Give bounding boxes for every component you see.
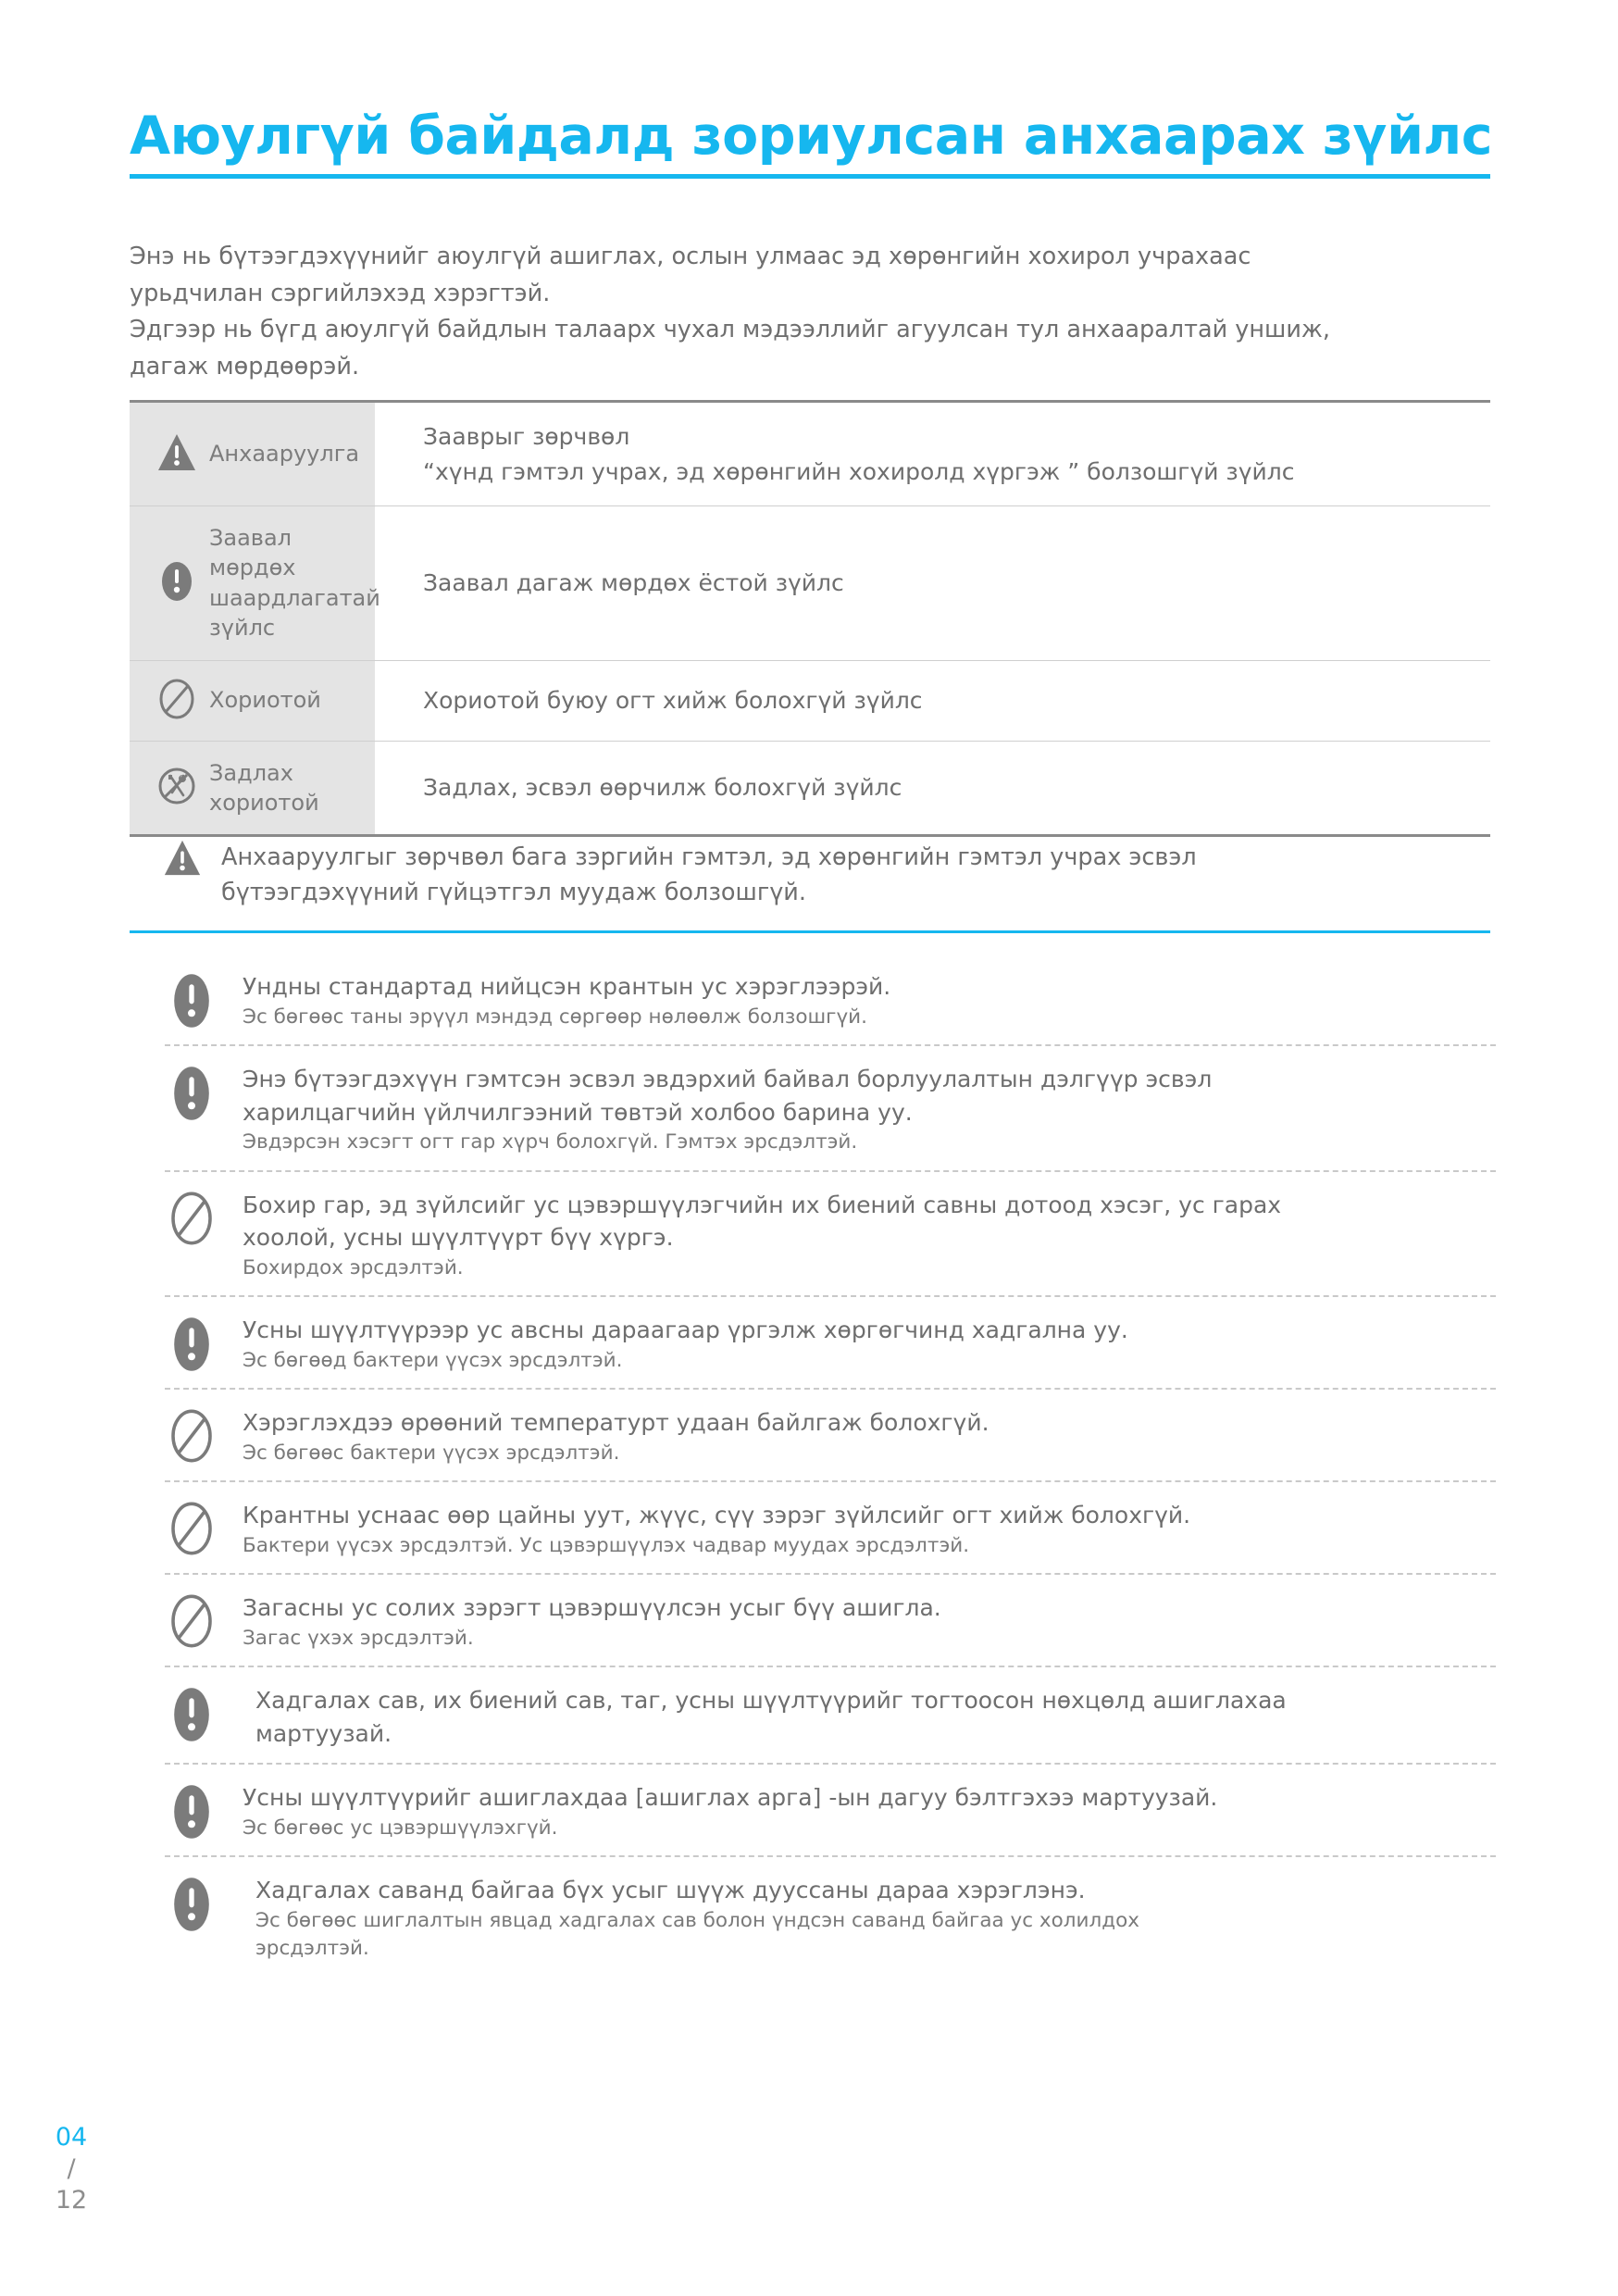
list-item-main-line: харилцагчийн үйлчилгээний төвтэй холбоо барина уу.: [243, 1098, 913, 1126]
list-item-sub-line: Бактери үүсэх эрсдэлтэй. Ус цэвэршүүлэх чадвар муудах эрсдэлтэй.: [243, 1533, 970, 1557]
legend-label-cell: [130, 506, 380, 660]
list-item: [165, 1390, 1496, 1480]
list-item-main-line: хоолой, усны шүүлтүүрт бүү хүргэ.: [243, 1224, 674, 1252]
caution-note: [162, 838, 1495, 911]
mandatory-exclamation-icon: [165, 1061, 218, 1122]
mandatory-exclamation-icon: [165, 1312, 218, 1373]
warning-triangle-icon: [162, 838, 203, 882]
intro-line-3: Эдгээр нь бүгд аюулгүй байдлын талаарх чухал мэдээллийг агуулсан тул анхааралтай уншиж,: [130, 316, 1331, 344]
list-item-sub-line: Эс бөгөөс ус цэвэршүүлэхгүй.: [243, 1816, 558, 1840]
legend-desc-line-1: Зааврыг зөрчвөл: [423, 423, 630, 450]
list-item-text: [243, 1404, 1496, 1467]
list-item-main-line: Бохир гар, эд зүйлсийг ус цэвэршүүлэгчийн их биений савны дотоод хэсэг, ус гарах: [243, 1191, 1282, 1218]
list-item: [165, 1172, 1496, 1296]
intro-line-4: дагаж мөрдөөрэй.: [130, 352, 360, 381]
list-item-main-line: Ундны стандартад нийцсэн крантын ус хэрэглээрэй.: [243, 973, 891, 1000]
list-item-text: [243, 1682, 1496, 1750]
intro-line-2: урьдчилан сэргийлэхэд хэрэгтэй.: [130, 279, 551, 307]
warning-triangle-icon: [156, 431, 198, 478]
prohibition-icon: [165, 1497, 218, 1556]
list-item-text: [243, 1312, 1496, 1375]
caution-text: [221, 838, 1197, 911]
list-item-sub-line: Эс бөгөөд бактери үүсэх эрсдэлтэй.: [243, 1348, 623, 1372]
legend-label-text: Заавал мөрдөх шаардлагатай зүйлс: [209, 525, 380, 642]
list-item-text: [243, 1779, 1496, 1842]
intro-paragraph: [130, 239, 1518, 385]
list-item-sub-line: Эвдэрсэн хэсэгт огт гар хүрч болохгүй. Гэмтэх эрсдэлтэй.: [243, 1130, 858, 1154]
table-row: [130, 661, 1490, 742]
page-title: Аюулгүй байдалд зориулсан анхаарах зүйлс: [130, 106, 1493, 167]
no-disassembly-icon: [156, 765, 198, 811]
caution-line-2: бүтээгдэхүүний гүйцэтгэл муудаж болзошгүй.: [221, 879, 806, 907]
list-item-main-line: Усны шүүлтүүрийг ашиглахдаа [ашиглах арга] -ын дагуу бэлтгэхээ мартуузай.: [243, 1784, 1218, 1812]
legend-label-cell: [130, 742, 375, 835]
section-divider-rule: [130, 930, 1490, 933]
prohibition-icon: [165, 1590, 218, 1649]
list-item-sub-line: Эс бөгөөс бактери үүсэх эрсдэлтэй.: [243, 1441, 620, 1465]
list-item-main-line: Крантны уснаас өөр цайны уут, жүүс, сүү зэрэг зүйлсийг огт хийж болохгүй.: [243, 1502, 1191, 1529]
mandatory-exclamation-icon: [165, 1872, 218, 1933]
list-item-text: [243, 1497, 1496, 1560]
mandatory-exclamation-icon: [165, 1779, 218, 1841]
list-item-main-line: Усны шүүлтүүрээр ус авсны дараагаар үргэлж хөргөгчинд хадгална уу.: [243, 1316, 1128, 1344]
list-item-main-line: Хадгалах саванд байгаа бүх усыг шүүж дууссаны дараа хэрэглэнэ.: [255, 1877, 1086, 1904]
legend-label-text: Задлах хориотой: [209, 759, 319, 816]
list-item-sub-line: Загас үхэх эрсдэлтэй.: [243, 1626, 474, 1650]
mandatory-exclamation-icon: [165, 968, 218, 1029]
list-item-sub-line: Эс бөгөөс шиглалтын явцад хадгалах сав болон үндсэн саванд байгаа ус холилдох: [255, 1908, 1139, 1932]
legend-label-text: Хориотой: [209, 687, 321, 714]
page-header: [130, 106, 1493, 179]
prohibition-icon: [165, 1187, 218, 1246]
instruction-list: [165, 954, 1496, 1977]
list-item-main-line: Хадгалах сав, их биений сав, таг, усны шүүлтүүрийг тогтоосон нөхцөлд ашиглахаа: [255, 1687, 1287, 1715]
list-item-main-line: Хэрэглэхдээ өрөөний температурт удаан байлгаж болохгүй.: [243, 1409, 989, 1437]
legend-label-cell: [130, 661, 375, 741]
legend-desc-line-1: Задлах, эсвэл өөрчилж болохгүй зүйлс: [423, 774, 902, 802]
caution-line-1: Анхааруулгыг зөрчвөл бага зэргийн гэмтэл, эд хөрөнгийн гэмтэл учрах эсвэл: [221, 843, 1197, 871]
list-item-sub-line: Эс бөгөөс таны эрүүл мэндэд сөргөөр нөлөөлж болзошгүй.: [243, 1004, 867, 1029]
list-item-main-line: Энэ бүтээгдэхүүн гэмтсэн эсвэл эвдэрхий байвал борлуулалтын дэлгүүр эсвэл: [243, 1066, 1213, 1093]
table-row: [130, 403, 1490, 506]
legend-desc-line-1: Заавал дагаж мөрдөх ёстой зүйлс: [423, 569, 844, 597]
list-item: [165, 1482, 1496, 1573]
list-item: [165, 1765, 1496, 1855]
list-item: [165, 1046, 1496, 1170]
list-item: [165, 954, 1496, 1044]
page-separator: /: [67, 2153, 76, 2183]
legend-description-cell: [375, 661, 1490, 741]
prohibition-icon: [165, 1404, 218, 1464]
list-item-text: [243, 1187, 1496, 1283]
list-item-text: [243, 968, 1496, 1031]
table-row: [130, 742, 1490, 835]
list-item: [165, 1575, 1496, 1666]
table-row: [130, 506, 1490, 661]
legend-description-cell: [375, 403, 1490, 505]
page-number: [30, 2122, 113, 2215]
list-item-main-line: Загасны ус солих зэрэгт цэвэршүүлсэн усыг бүү ашигла.: [243, 1594, 941, 1622]
intro-line-1: Энэ нь бүтээгдэхүүнийг аюулгүй ашиглах, ослын улмаас эд хөрөнгийн хохирол учрахаас: [130, 243, 1251, 270]
total-page-number: 12: [55, 2185, 88, 2215]
list-item-sub-line: Бохирдох эрсдэлтэй.: [243, 1255, 464, 1279]
symbol-legend-table: [130, 400, 1490, 837]
mandatory-exclamation-icon: [165, 1682, 218, 1743]
list-item-text: [243, 1061, 1496, 1157]
legend-label-text: Анхааруулга: [209, 441, 360, 468]
legend-label-cell: [130, 403, 375, 505]
list-item: [165, 1297, 1496, 1388]
title-underline-rule: [130, 174, 1490, 179]
prohibition-icon: [156, 678, 198, 724]
legend-description-cell: [375, 506, 1490, 660]
list-item: [165, 1667, 1496, 1763]
current-page-number: 04: [55, 2123, 88, 2152]
list-item-sub-line: эрсдэлтэй.: [255, 1937, 369, 1961]
list-item-text: [243, 1872, 1496, 1964]
list-item-text: [243, 1590, 1496, 1653]
mandatory-exclamation-icon: [156, 560, 198, 606]
legend-desc-line-2: “хүнд гэмтэл учрах, эд хөрөнгийн хохиролд хүргэж ” болзошгүй зүйлс: [423, 457, 1295, 485]
list-item-main-line: мартуузай.: [255, 1719, 392, 1747]
legend-description-cell: [375, 742, 1490, 835]
legend-desc-line-1: Хориотой буюу огт хийж болохгүй зүйлс: [423, 686, 923, 714]
list-item: [165, 1857, 1496, 1977]
